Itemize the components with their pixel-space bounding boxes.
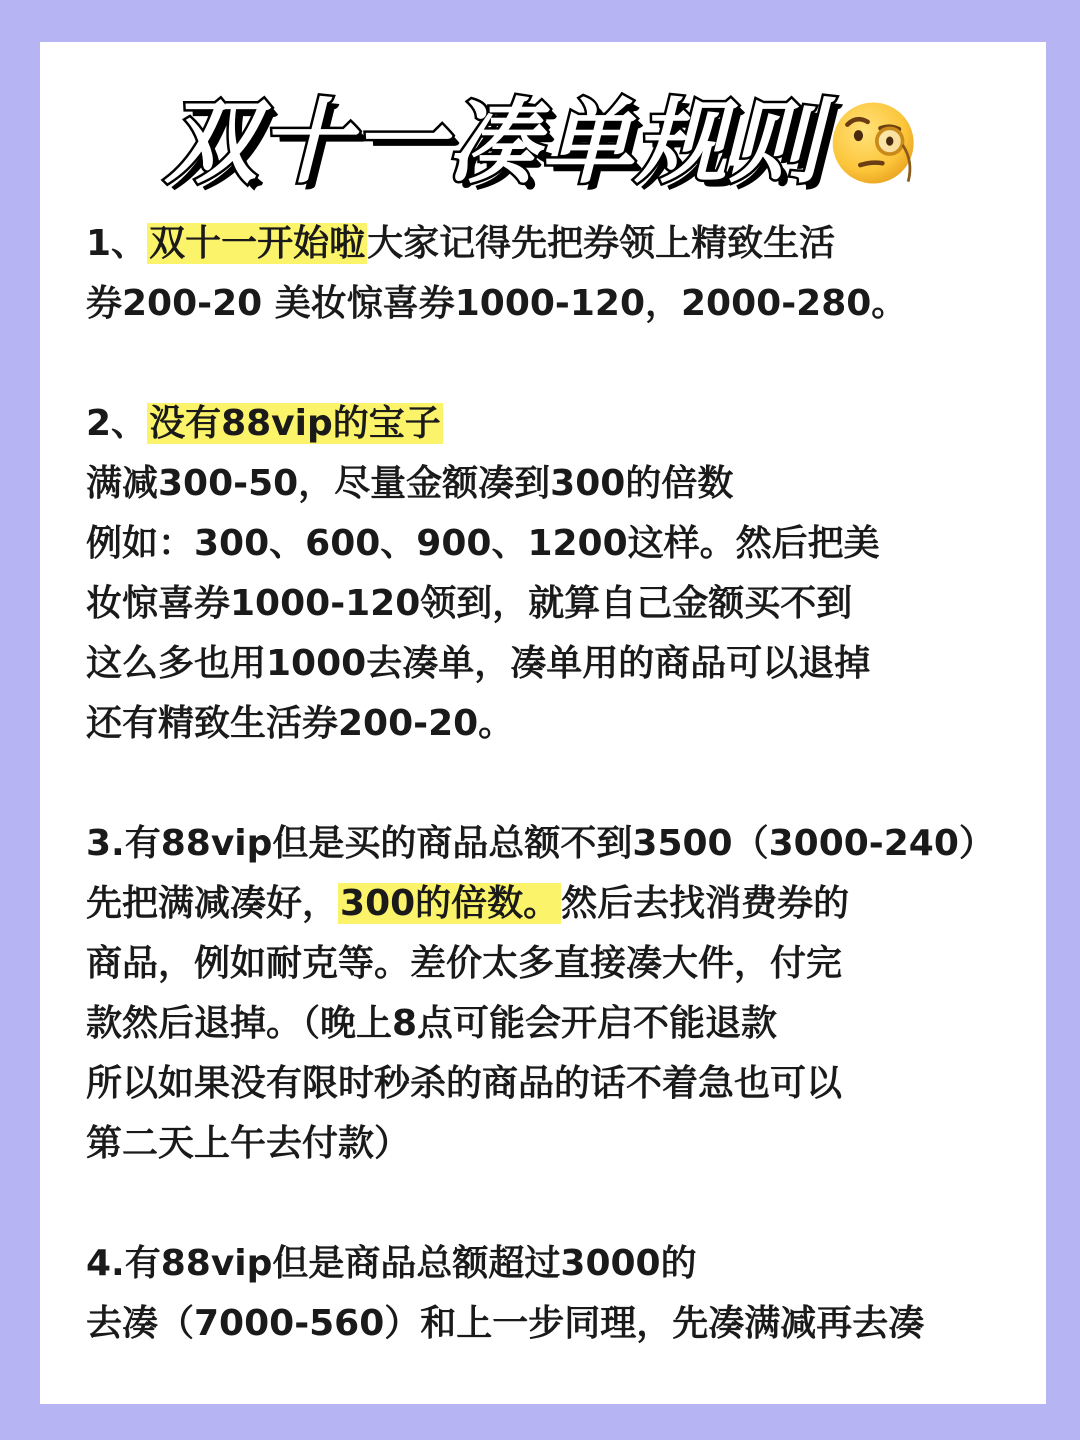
text-span: 2、 (86, 403, 148, 444)
spacer (86, 1174, 1036, 1234)
text-span: 1、 (86, 223, 148, 264)
text-span: 先把满减凑好， (86, 883, 339, 924)
face-with-monocle-icon (829, 97, 921, 189)
section-3-line-6: 第二天上午去付款） (86, 1123, 411, 1164)
section-2-line-6: 还有精致生活券200-20。 (86, 703, 515, 744)
section-3-line-2 (86, 874, 1036, 934)
section-4-line-2: 去凑（7000-560）和上一步同理，先凑满减再去凑 (86, 1303, 925, 1344)
text-span: 大家记得先把券领上精致生活 (367, 223, 836, 264)
section-3-line-3: 商品，例如耐克等。差价太多直接凑大件，付完 (86, 943, 843, 984)
highlight: 双十一开始啦 (149, 223, 366, 264)
spacer (86, 334, 1036, 394)
section-2-line-2: 满减300-50，尽量金额凑到300的倍数 (86, 463, 734, 504)
spacer (86, 754, 1036, 814)
rules-text (86, 214, 1036, 1354)
section-2-line-5: 这么多也用1000去凑单，凑单用的商品可以退掉 (86, 643, 871, 684)
page-title: 双十一凑单规则 (164, 89, 823, 196)
section-3-line-4: 款然后退掉。（晚上8点可能会开启不能退款 (86, 1003, 778, 1044)
content-card (40, 42, 1046, 1404)
section-3-line-5: 所以如果没有限时秒杀的商品的话不着急也可以 (86, 1063, 843, 1104)
section-4-line-1: 4.有88vip但是商品总额超过3000的 (86, 1243, 697, 1284)
highlight: 没有88vip的宝子 (149, 403, 441, 444)
section-3-line-1: 3.有88vip但是买的商品总额不到3500（3000-240） (86, 823, 995, 864)
section-2-line-3: 例如：300、600、900、1200这样。然后把美 (86, 523, 880, 564)
title-row (40, 78, 1046, 208)
section-2-line-4: 妆惊喜券1000-120领到，就算自己金额买不到 (86, 583, 853, 624)
section-1-line-1 (86, 214, 1036, 274)
section-2-line-1 (86, 394, 1036, 454)
highlight: 300的倍数。 (340, 883, 560, 924)
section-1-line-2: 券200-20 美妆惊喜券1000-120，2000-280。 (86, 283, 908, 324)
text-span: 然后去找消费券的 (561, 883, 850, 924)
